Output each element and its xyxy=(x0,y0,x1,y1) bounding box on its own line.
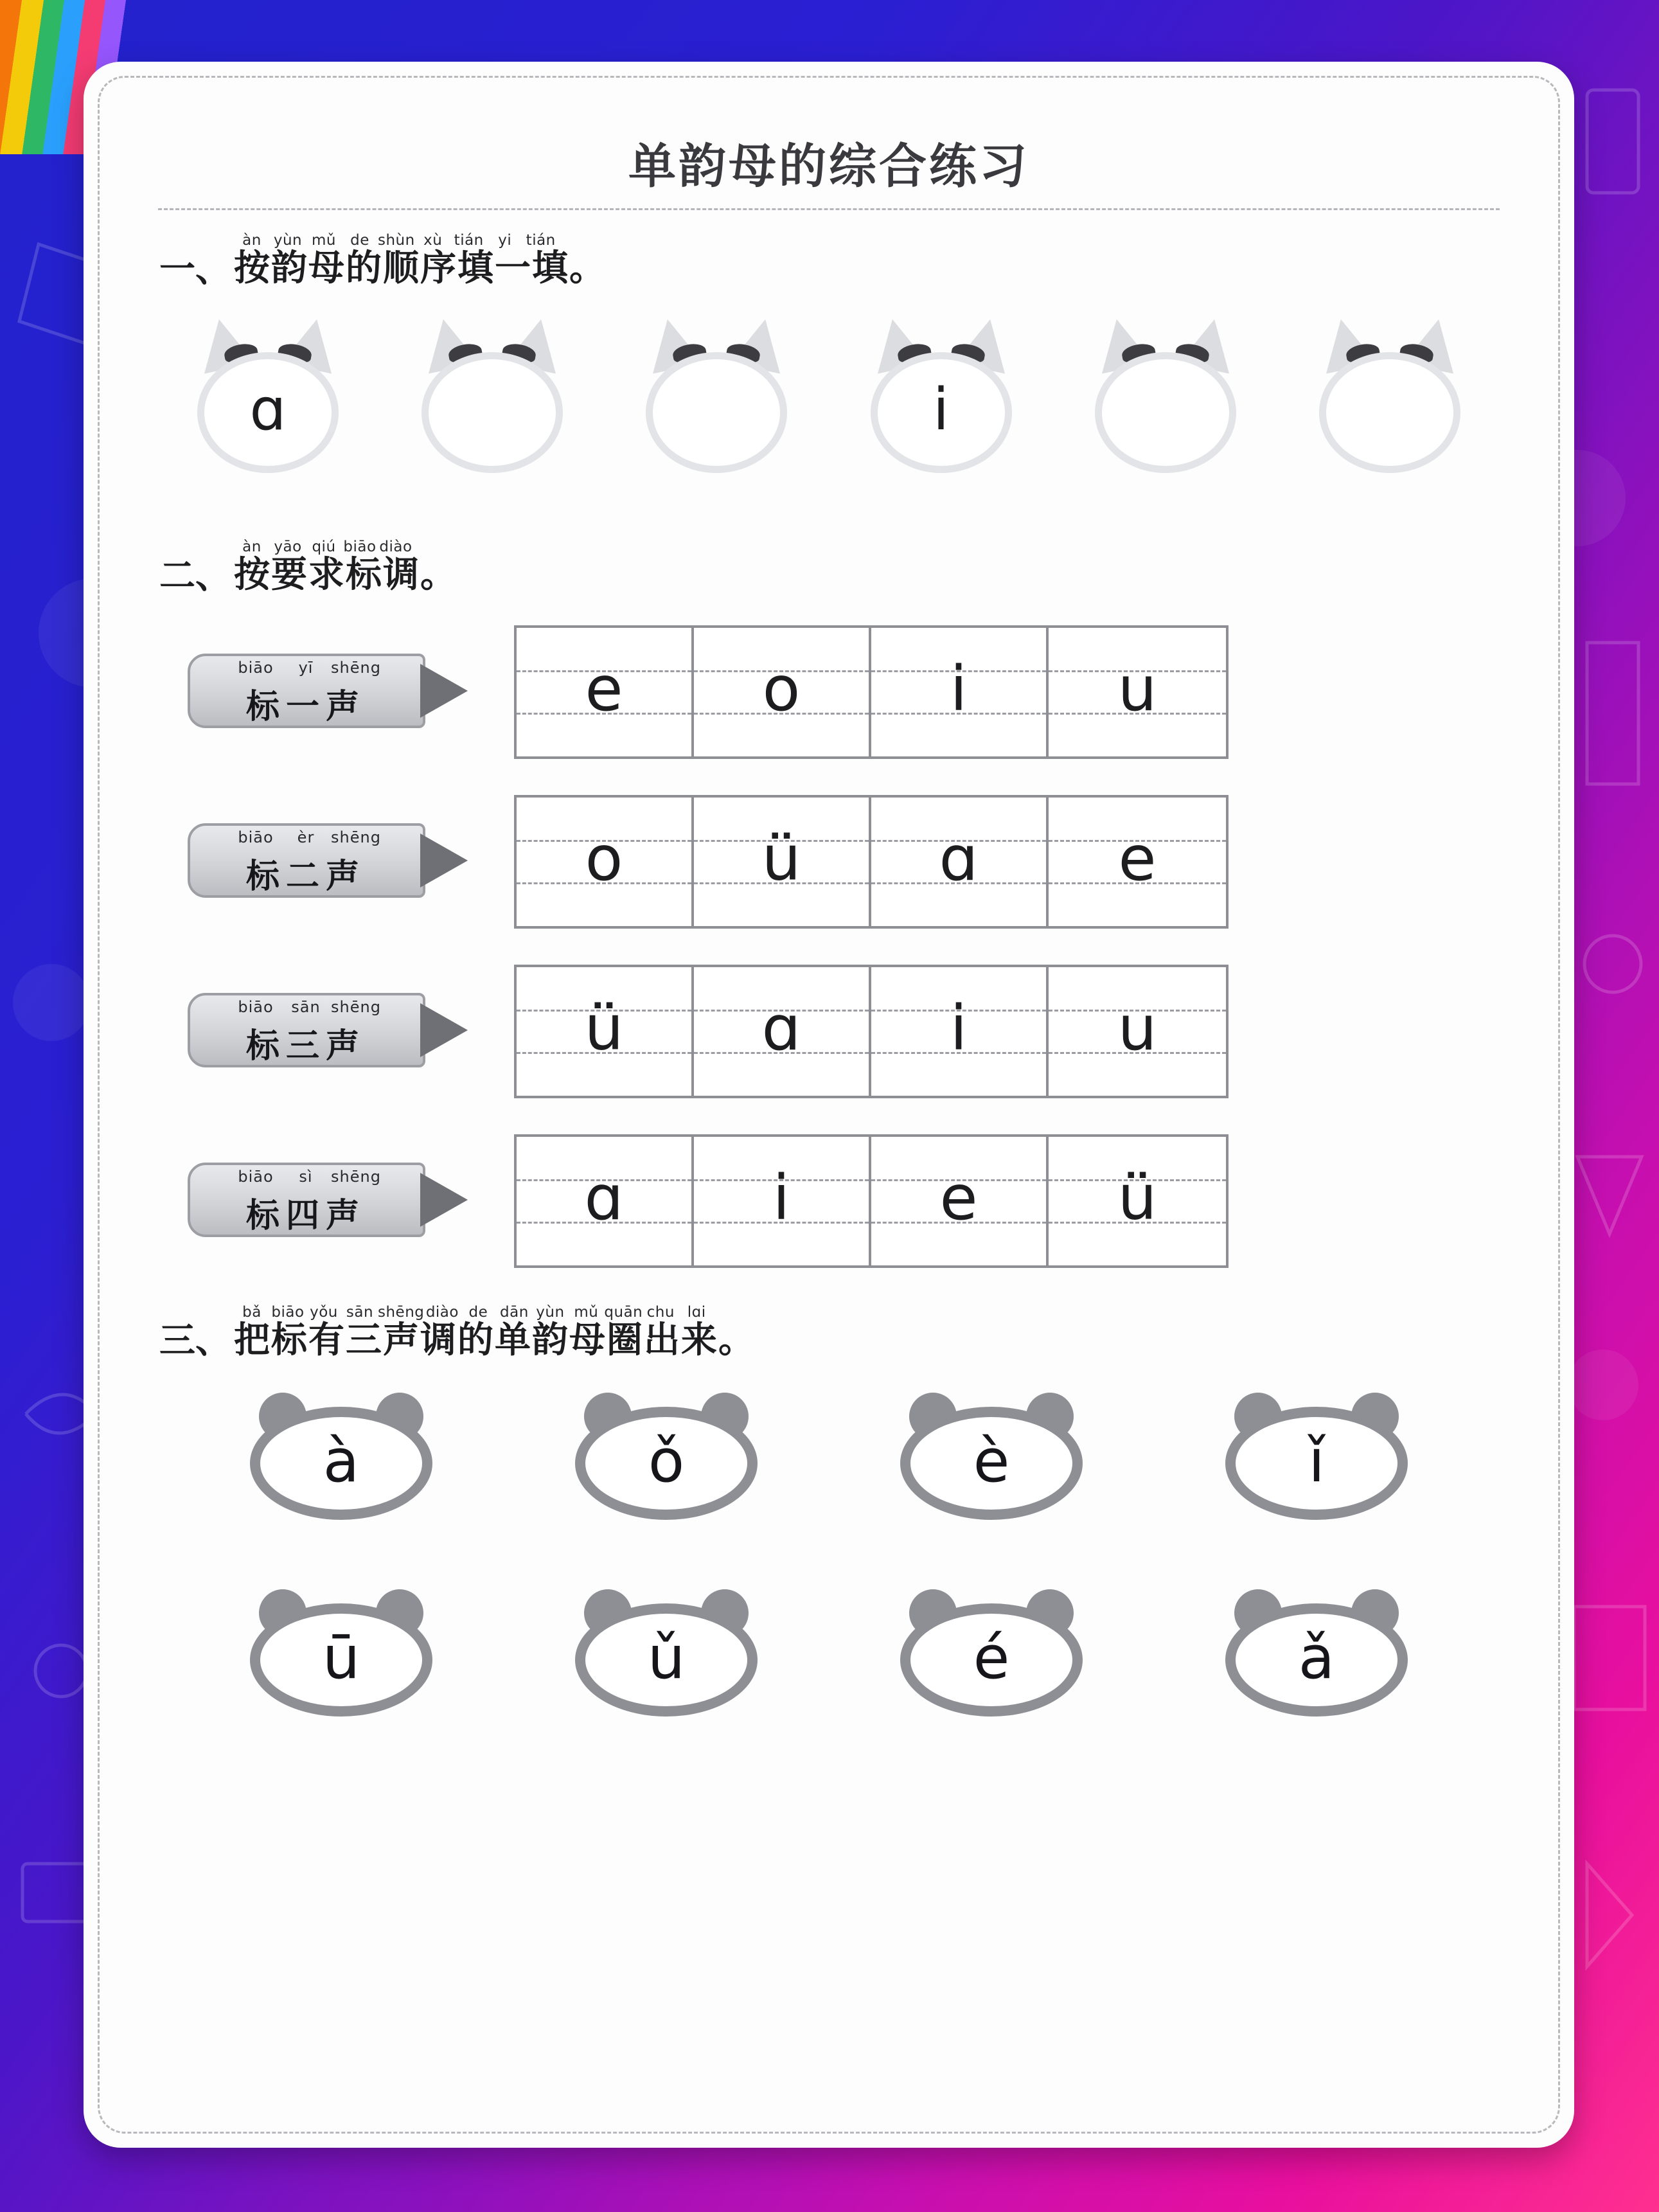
grid-cell[interactable] xyxy=(517,798,694,926)
marker-text xyxy=(209,1168,402,1236)
cat-letter: i xyxy=(933,375,950,443)
grid-letter: e xyxy=(939,1161,978,1234)
pinyin-syllable: mǔ xyxy=(574,1303,599,1321)
tone-row-2 xyxy=(153,795,1505,929)
marker-hanzi: 标三声 xyxy=(245,1026,366,1066)
pinyin-syllable: yī xyxy=(298,658,314,677)
pinyin-syllable: mǔ xyxy=(312,232,336,249)
worksheet-page xyxy=(84,62,1574,2148)
pinyin-syllable: yǒu xyxy=(310,1303,338,1321)
grid-letter: ü xyxy=(761,822,801,895)
grid-cell[interactable] xyxy=(871,798,1049,926)
pinyin-syllable: sì xyxy=(299,1167,313,1186)
pinyin-syllable: tián xyxy=(526,232,556,249)
cat-head-2[interactable] xyxy=(413,316,572,477)
cat-head-5[interactable] xyxy=(1086,316,1245,477)
section-1 xyxy=(153,232,1505,477)
grid-cell[interactable] xyxy=(694,967,871,1096)
pinyin-syllable: de xyxy=(468,1303,488,1321)
grid-cell[interactable] xyxy=(517,628,694,756)
marker-tip-icon xyxy=(420,834,468,887)
marker-text xyxy=(209,828,402,897)
grid-cell[interactable] xyxy=(517,967,694,1096)
section-3-instruction: 把标有三声调的单韵母圈出来。 xyxy=(234,1319,756,1361)
panda-face xyxy=(575,1407,758,1520)
pinyin-syllable: bǎ xyxy=(242,1303,262,1321)
tone-row-3 xyxy=(153,965,1505,1098)
grid-cell[interactable] xyxy=(871,967,1049,1096)
pinyin-syllable: biāo xyxy=(343,538,377,555)
grid-cell[interactable] xyxy=(871,628,1049,756)
pinyin-syllable: de xyxy=(350,232,369,249)
pinyin-syllable: biāo xyxy=(238,1167,274,1186)
marker-hanzi: 标二声 xyxy=(245,857,366,896)
pinyin-syllable: sān xyxy=(346,1303,374,1321)
pinyin-syllable: àn xyxy=(242,538,262,555)
grid-letter: i xyxy=(950,652,968,725)
grid-letter: o xyxy=(585,822,623,895)
section-1-header xyxy=(159,232,1505,288)
section-3-pinyin xyxy=(234,1304,756,1321)
grid-cell[interactable] xyxy=(1049,967,1226,1096)
grid-letter: ü xyxy=(584,992,624,1064)
cat-head-1[interactable] xyxy=(188,316,348,477)
panda-letter: è xyxy=(973,1427,1010,1496)
panda-face xyxy=(250,1603,432,1717)
panda-face xyxy=(900,1407,1083,1520)
cat-face xyxy=(421,352,563,473)
marker-label-tone-1 xyxy=(188,645,490,740)
grid-letter: ɑ xyxy=(939,822,979,895)
cat-face xyxy=(646,352,787,473)
pinyin-syllable: biāo xyxy=(238,828,274,846)
marker-text xyxy=(209,998,402,1067)
grid-cell[interactable] xyxy=(1049,628,1226,756)
pinyin-syllable: biāo xyxy=(271,1303,305,1321)
marker-label-tone-4 xyxy=(188,1154,490,1249)
marker-hanzi: 标一声 xyxy=(245,687,366,726)
grid-letter: e xyxy=(1118,822,1157,895)
panda-letter: ū xyxy=(322,1623,360,1693)
pinyin-syllable: àn xyxy=(242,232,262,249)
panda-face xyxy=(1225,1603,1408,1717)
tone-row-4 xyxy=(153,1134,1505,1268)
pinyin-syllable: diào xyxy=(379,538,413,555)
grid-letter: e xyxy=(585,652,623,725)
writing-grid-tone-2 xyxy=(514,795,1229,929)
cat-head-6[interactable] xyxy=(1310,316,1469,477)
pinyin-syllable: xù xyxy=(423,232,443,249)
marker-label-tone-3 xyxy=(188,984,490,1079)
writing-grid-tone-4 xyxy=(514,1134,1229,1268)
section-2 xyxy=(153,539,1505,1268)
marker-tip-icon xyxy=(420,664,468,718)
marker-hanzi: 标四声 xyxy=(245,1196,366,1235)
panda-face xyxy=(575,1603,758,1717)
section-2-number: 二、 xyxy=(159,555,231,597)
marker-tip-icon xyxy=(420,1173,468,1227)
panda-head-1[interactable] xyxy=(245,1393,438,1528)
cat-face xyxy=(1095,352,1236,473)
cat-letter: ɑ xyxy=(249,375,287,443)
pinyin-syllable: shēng xyxy=(331,658,381,677)
grid-cell[interactable] xyxy=(694,798,871,926)
panda-head-5[interactable] xyxy=(245,1589,438,1724)
panda-letter: ǎ xyxy=(1298,1623,1335,1693)
pinyin-syllable: shùn xyxy=(378,232,415,249)
cat-head-4[interactable] xyxy=(862,316,1021,477)
cat-answer-row xyxy=(188,316,1469,477)
grid-letter: u xyxy=(1117,652,1157,725)
section-2-pinyin xyxy=(234,539,457,555)
panda-letter: é xyxy=(973,1623,1010,1693)
grid-letter: u xyxy=(1117,992,1157,1064)
writing-grid-tone-3 xyxy=(514,965,1229,1098)
title-divider xyxy=(158,208,1500,210)
pinyin-syllable: biāo xyxy=(238,997,274,1016)
marker-label-tone-2 xyxy=(188,814,490,909)
grid-letter: i xyxy=(950,992,968,1064)
grid-cell[interactable] xyxy=(517,1137,694,1265)
writing-grid-tone-1 xyxy=(514,625,1229,759)
pinyin-syllable: lɑi xyxy=(687,1303,706,1321)
panda-face xyxy=(900,1603,1083,1717)
pinyin-syllable: biāo xyxy=(238,658,274,677)
pinyin-syllable: shēng xyxy=(331,1167,381,1186)
grid-cell[interactable] xyxy=(694,628,871,756)
pinyin-syllable: shēng xyxy=(331,997,381,1016)
grid-cell[interactable] xyxy=(694,1137,871,1265)
panda-head-3[interactable] xyxy=(895,1393,1088,1528)
grid-letter: o xyxy=(762,652,801,725)
section-3-header xyxy=(159,1304,1505,1360)
pinyin-syllable: chu xyxy=(646,1303,675,1321)
tone-row-1 xyxy=(153,625,1505,759)
tone-exercise-rows xyxy=(153,625,1505,1268)
pinyin-syllable: shēng xyxy=(331,828,381,846)
panda-face xyxy=(250,1407,432,1520)
cat-face xyxy=(871,352,1012,473)
panda-letter: ǐ xyxy=(1308,1427,1325,1496)
panda-head-2[interactable] xyxy=(570,1393,763,1528)
grid-letter: ɑ xyxy=(761,992,801,1064)
pinyin-syllable: sān xyxy=(291,997,321,1016)
grid-letter: ɑ xyxy=(584,1161,624,1234)
panda-head-7[interactable] xyxy=(895,1589,1088,1724)
pinyin-syllable: qiú xyxy=(312,538,336,555)
pinyin-syllable: shēng xyxy=(378,1303,425,1321)
panda-face xyxy=(1225,1407,1408,1520)
marker-text xyxy=(209,659,402,727)
page-title: 单韵母的综合练习 xyxy=(628,139,1029,194)
cat-head-3[interactable] xyxy=(637,316,796,477)
pinyin-syllable: quān xyxy=(604,1303,643,1321)
panda-head-6[interactable] xyxy=(570,1589,763,1724)
grid-cell[interactable] xyxy=(1049,798,1226,926)
panda-letter: à xyxy=(323,1427,360,1496)
section-3-number: 三、 xyxy=(159,1320,231,1362)
pinyin-syllable: èr xyxy=(297,828,315,846)
pinyin-syllable: dān xyxy=(500,1303,529,1321)
cat-face xyxy=(1319,352,1460,473)
section-1-number: 一、 xyxy=(159,248,231,290)
grid-cell[interactable] xyxy=(1049,1137,1226,1265)
section-3 xyxy=(153,1304,1505,1787)
panda-letter: ǔ xyxy=(647,1623,686,1693)
panda-head-4[interactable] xyxy=(1220,1393,1413,1528)
marker-tip-icon xyxy=(420,1003,468,1057)
grid-letter: ü xyxy=(1117,1161,1157,1234)
pinyin-syllable: yùn xyxy=(273,232,303,249)
worksheet-content xyxy=(84,62,1574,2148)
pinyin-syllable: diào xyxy=(425,1303,459,1321)
cat-face xyxy=(197,352,339,473)
section-1-instruction: 按韵母的顺序填一填。 xyxy=(234,247,607,289)
grid-cell[interactable] xyxy=(871,1137,1049,1265)
pinyin-syllable: tián xyxy=(454,232,484,249)
section-1-pinyin xyxy=(234,232,607,249)
pinyin-syllable: yi xyxy=(498,232,512,249)
pinyin-syllable: yùn xyxy=(536,1303,565,1321)
panda-letter: ǒ xyxy=(648,1427,685,1496)
panda-answer-grid xyxy=(179,1393,1479,1786)
panda-head-8[interactable] xyxy=(1220,1589,1413,1724)
section-2-instruction: 按要求标调。 xyxy=(234,553,457,596)
grid-letter: i xyxy=(772,1161,790,1234)
section-2-header xyxy=(159,538,1505,597)
pinyin-syllable: yāo xyxy=(274,538,302,555)
